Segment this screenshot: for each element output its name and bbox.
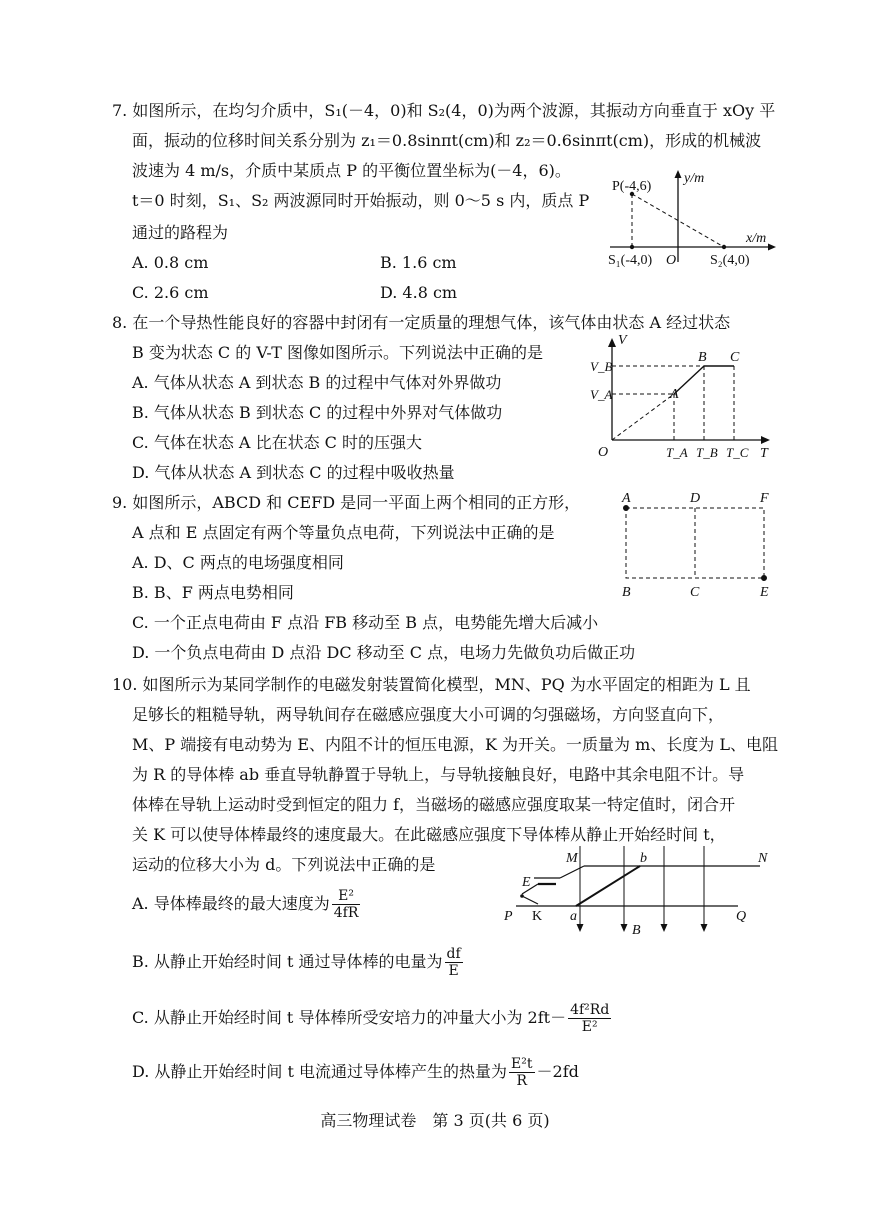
q7-label-o: O [666, 253, 677, 268]
q8-label-tc: T_C [726, 445, 749, 460]
q10-option-c-numerator: 4f²Rd [570, 1002, 610, 1018]
q7-y-arrow-icon [675, 170, 682, 178]
q10-option-d [132, 1052, 579, 1092]
q10-line-6: 关 K 可以使导体棒最终的速度最大。在此磁感应强度下导体棒从静止开始经时间 t， [132, 825, 726, 844]
q10-label-field-b: B [632, 923, 641, 938]
q7-option-d: D. 4.8 cm [380, 283, 458, 302]
q7-line-5: 通过的路程为 [132, 223, 229, 242]
q9-label-c: C [690, 585, 700, 600]
q10-option-c [132, 998, 613, 1038]
q8-label-o: O [598, 445, 609, 460]
q10-field-arrow-1-icon [577, 924, 584, 932]
q8-option-c: C. 气体在状态 A 比在状态 C 时的压强大 [132, 433, 422, 452]
q10-option-d-numerator: E²t [511, 1056, 533, 1072]
q7-point-s1 [630, 245, 634, 249]
q8-label-a: A [670, 387, 679, 402]
q7-point-s2 [722, 245, 726, 249]
q7-line-4: t＝0 时刻，S₁、S₂ 两波源同时开始振动，则 0～5 s 内，质点 P [132, 191, 590, 210]
q7-option-c: C. 2.6 cm [132, 283, 209, 302]
q7-label-s2: S₂(4,0) [710, 253, 750, 268]
q9-line-2: A 点和 E 点固定有两个等量负点电荷，下列说法中正确的是 [132, 523, 555, 542]
page-footer: 高三物理试卷 第 3 页(共 6 页) [320, 1111, 550, 1130]
q10-line-4: 为 R 的导体棒 ab 垂直导轨静置于导轨上，与导轨接触良好，电路中其余电阻不计。导 [132, 765, 745, 784]
q10-option-a-numerator: E² [332, 888, 361, 905]
q9-label-f: F [760, 491, 769, 506]
q8-label-t: T [760, 446, 768, 461]
q10-option-d-tail: －2fd [536, 1062, 579, 1081]
q7-label-p: P(-4,6) [612, 179, 652, 194]
q10-label-q: Q [736, 909, 747, 924]
q7-label-s1: S₁(-4,0) [608, 253, 653, 268]
q10-option-c-denominator: E² [581, 1019, 598, 1035]
q10-label-e: E [522, 875, 531, 890]
q10-field-arrow-4-icon [701, 924, 708, 932]
q8-origin-dashed [612, 394, 674, 440]
q9-label-a: A [622, 491, 631, 506]
q10-option-b-denominator: E [448, 963, 459, 979]
q10-field-arrow-2-icon [621, 924, 628, 932]
q8-line-1: 8. 在一个导热性能良好的容器中封闭有一定质量的理想气体，该气体由状态 A 经过状态 [112, 313, 731, 332]
q10-option-a-text: A. 导体棒最终的最大速度为 [132, 894, 330, 913]
q10-label-b: b [640, 851, 647, 866]
q9-label-d: D [690, 491, 701, 506]
q8-v-arrow-icon [608, 338, 616, 347]
q8-option-a: A. 气体从状态 A 到状态 B 的过程中气体对外界做功 [132, 373, 502, 392]
q10-option-a-denominator: 4fR [333, 905, 359, 921]
q8-label-c: C [730, 350, 740, 365]
q10-rail-figure [498, 846, 788, 946]
q10-option-d-text: D. 从静止开始经时间 t 电流通过导体棒产生的热量为 [132, 1062, 508, 1081]
q7-option-b: B. 1.6 cm [380, 253, 457, 272]
q10-field-arrow-3-icon [661, 924, 668, 932]
q7-line-1: 7. 如图所示，在均匀介质中，S₁(－4，0)和 S₂(4，0)为两个波源，其振动方向垂直于 xOy 平 [112, 101, 776, 120]
q10-line-2: 足够长的粗糙导轨，两导轨间存在磁感应强度大小可调的匀强磁场，方向竖直向下， [132, 705, 725, 724]
q9-squares-figure [612, 486, 780, 604]
q10-label-m: M [566, 851, 578, 866]
q7-option-a: A. 0.8 cm [132, 253, 209, 272]
q10-switch-k [522, 896, 538, 904]
q9-line-1: 9. 如图所示，ABCD 和 CEFD 是同一平面上两个相同的正方形， [112, 493, 581, 512]
q10-label-n: N [758, 851, 768, 866]
q10-option-a-fraction [332, 888, 361, 921]
q9-charge-e [761, 575, 767, 581]
q9-option-a: A. D、C 两点的电场强度相同 [132, 553, 344, 572]
q10-line-3: M、P 端接有电动势为 E、内阻不计的恒压电源，K 为开关。一质量为 m、长度为 L、电阻 [132, 735, 779, 754]
q10-option-d-denominator: R [516, 1073, 528, 1089]
q10-line-7: 运动的位移大小为 d。下列说法中正确的是 [132, 855, 436, 874]
q8-label-ta: T_A [666, 445, 688, 460]
q8-label-vb: V_B [590, 359, 613, 374]
q8-option-b: B. 气体从状态 B 到状态 C 的过程中外界对气体做功 [132, 403, 503, 422]
q9-option-c: C. 一个正点电荷由 F 点沿 FB 移动至 B 点，电势能先增大后减小 [132, 613, 599, 632]
q7-line-3: 波速为 4 m/s，介质中某质点 P 的平衡位置坐标为(－4，6)。 [132, 161, 571, 180]
q10-option-d-fraction [509, 1056, 534, 1089]
q8-option-d: D. 气体从状态 A 到状态 C 的过程中吸收热量 [132, 463, 455, 482]
q8-label-tb: T_B [696, 445, 718, 460]
q10-option-c-text: C. 从静止开始经时间 t 导体棒所受安培力的冲量大小为 2ft－ [132, 1008, 567, 1027]
q8-vt-figure [588, 328, 788, 463]
q10-option-a [132, 884, 362, 924]
q9-option-d: D. 一个负点电荷由 D 点沿 DC 移动至 C 点，电场力先做负功后做正功 [132, 643, 636, 662]
q10-label-k: K [532, 909, 543, 924]
q8-label-b: B [698, 350, 707, 365]
q9-label-b: B [622, 585, 631, 600]
q10-conductor-ab [576, 866, 640, 906]
q10-option-c-fraction [568, 1002, 611, 1035]
q7-label-x: x/m [746, 231, 767, 246]
q8-label-va: V_A [590, 387, 613, 402]
q10-label-a: a [570, 909, 577, 924]
q10-line-1: 10. 如图所示为某同学制作的电磁发射装置简化模型，MN、PQ 为水平固定的相距为 L 且 [112, 675, 751, 694]
q9-option-b: B. B、F 两点电势相同 [132, 583, 294, 602]
q8-t-arrow-icon [761, 436, 770, 444]
q10-option-b-fraction [445, 946, 463, 979]
q7-label-y: y/m [684, 171, 705, 186]
q8-line-2: B 变为状态 C 的 V-T 图像如图所示。下列说法中正确的是 [132, 343, 544, 362]
q10-line-5: 体棒在导轨上运动时受到恒定的阻力 f，当磁场的磁感应强度取某一特定值时，闭合开 [132, 795, 736, 814]
q9-label-e: E [760, 585, 769, 600]
q10-label-p: P [504, 909, 513, 924]
q7-wave-figure [600, 162, 780, 272]
q10-option-b-text: B. 从静止开始经时间 t 通过导体棒的电量为 [132, 952, 443, 971]
q10-option-b [132, 942, 465, 982]
q10-option-b-numerator: df [446, 946, 461, 962]
q7-line-2: 面，振动的位移时间关系分别为 z₁＝0.8sinπt(cm)和 z₂＝0.6sinπt(cm)，形成的机械波 [132, 131, 762, 150]
q8-label-v: V [618, 333, 627, 348]
q7-x-arrow-icon [768, 244, 776, 251]
